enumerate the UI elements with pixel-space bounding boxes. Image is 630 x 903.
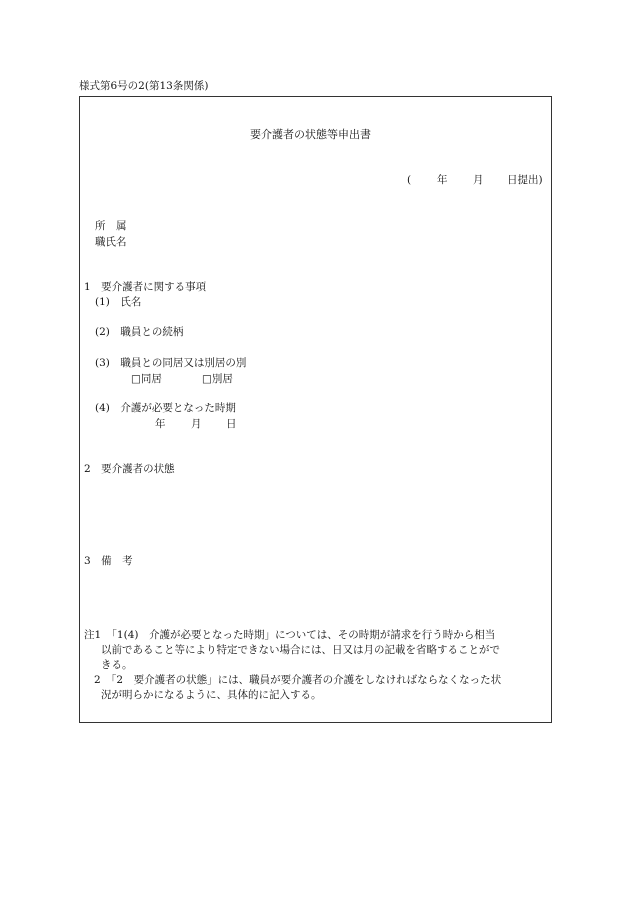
submission-date-year: 年 bbox=[437, 174, 448, 186]
section2-heading: 2 要介護者の状態 bbox=[84, 463, 175, 475]
care-start-month: 月 bbox=[191, 418, 202, 430]
care-start-year: 年 bbox=[155, 418, 166, 430]
submission-date-month: 月 bbox=[473, 174, 484, 186]
position-name-label: 職氏名 bbox=[95, 236, 127, 248]
section1-item-residence: (3) 職員との同居又は別居の別 bbox=[95, 357, 247, 369]
section3-heading: 3 備 考 bbox=[84, 555, 133, 567]
notes bbox=[84, 628, 546, 703]
note2-line1: 2 「2 要介護者の状態」には、職員が要介護者の介護をしなければならなくなった状 bbox=[94, 674, 502, 686]
option-living-apart[interactable]: □別居 bbox=[202, 373, 233, 385]
submission-date-open-paren: ( bbox=[407, 174, 412, 186]
note1-line2: 以前であること等により特定できない場合には、日又は月の記載を省略することがで bbox=[101, 644, 500, 656]
affiliation-label: 所 属 bbox=[95, 220, 127, 232]
section1-item-care-start: (4) 介護が必要となった時期 bbox=[95, 402, 236, 414]
section1-heading: 1 要介護者に関する事項 bbox=[84, 281, 207, 293]
care-start-day: 日 bbox=[226, 418, 237, 430]
form-title: 要介護者の状態等申出書 bbox=[250, 128, 371, 141]
submission-date-day-submitted: 日提出) bbox=[507, 174, 543, 186]
form-number-label: 様式第6号の2(第13条関係) bbox=[79, 80, 209, 92]
section1-item-relationship: (2) 職員との続柄 bbox=[95, 326, 184, 338]
note1-line1: 注1 「1(4) 介護が必要となった時期」については、その時期が請求を行う時から相当 bbox=[84, 629, 496, 641]
section1-item-name: (1) 氏名 bbox=[95, 296, 142, 308]
note1-line3: きる。 bbox=[101, 659, 133, 671]
note2-line2: 況が明らかになるように、具体的に記入する。 bbox=[101, 689, 322, 701]
option-living-together[interactable]: □同居 bbox=[131, 373, 162, 385]
